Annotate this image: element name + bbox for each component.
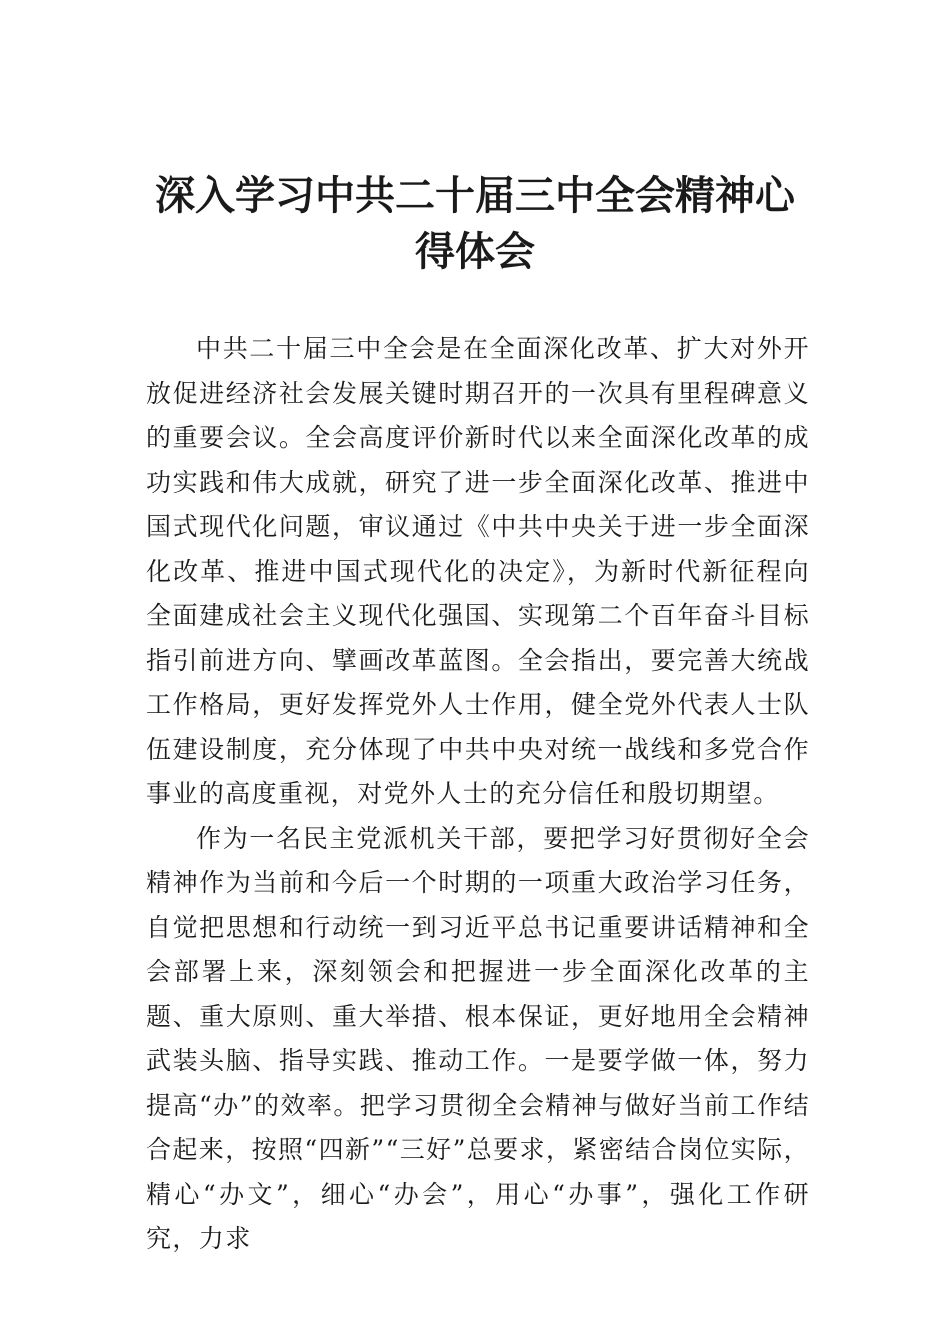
paragraph-2: 作为一名民主党派机关干部，要把学习好贯彻好全会精神作为当前和今后一个时期的一项重大政治学习任务，自觉把思想和行动统一到习近平总书记重要讲话精神和全会部署上来，深刻领会和把握进一步全面深化改革的主题、重大原则、重大举措、根本保证，更好地用全会精神武装头脑、指导实践、推动工作。一是要学做一体，努力提高“办”的效率。把学习贯彻全会精神与做好当前工作结合起来，按照“四新”“三好”总要求，紧密结合岗位实际，精心“办文”，细心“办会”，用心“办事”，强化工作研究，力求 (146, 823, 810, 1253)
document-body (146, 327, 810, 1262)
document-title: 深入学习中共二十届三中全会精神心得体会 (155, 172, 795, 275)
paragraph-1: 中共二十届三中全会是在全面深化改革、扩大对外开放促进经济社会发展关键时期召开的一次具有里程碑意义的重要会议。全会高度评价新时代以来全面深化改革的成功实践和伟大成就，研究了进一步全面深化改革、推进中国式现代化问题，审议通过《中共中央关于进一步全面深化改革、推进中国式现代化的决定》，为新时代新征程向全面建成社会主义现代化强国、实现第二个百年奋斗目标指引前进方向、擘画改革蓝图。全会指出，要完善大统战工作格局，更好发挥党外人士作用，健全党外代表人士队伍建设制度，充分体现了中共中央对统一战线和多党合作事业的高度重视，对党外人士的充分信任和殷切期望。 (146, 334, 810, 808)
